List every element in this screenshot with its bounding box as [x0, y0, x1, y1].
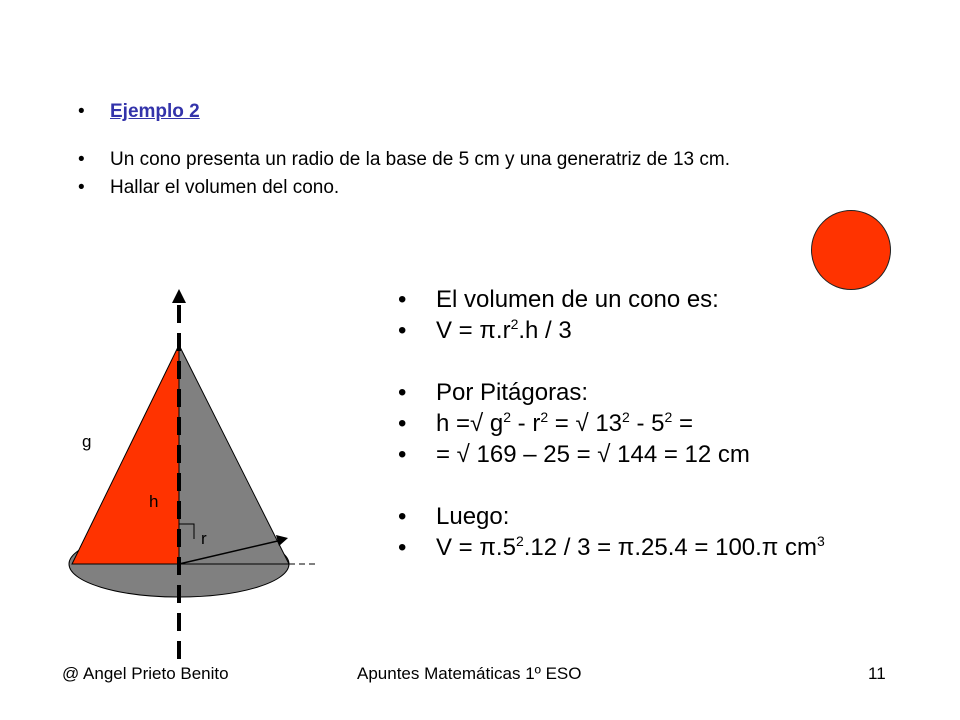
- solution-line-2: • $V = \pi.r^2.h / 3$: [398, 316, 572, 344]
- bullet: •: [398, 286, 407, 313]
- solution-line-5: • = √ 169 – 25 = √ 144 = 12 cm: [398, 441, 750, 468]
- solution-line-6: • Luego:: [398, 503, 510, 530]
- example-title-row: [78, 96, 730, 128]
- label-h: h: [149, 492, 159, 511]
- height-axis-arrowhead: [172, 289, 186, 303]
- red-circle: [811, 210, 891, 290]
- footer-author: @ Angel Prieto Benito: [62, 664, 229, 683]
- bullet: •: [78, 101, 85, 122]
- bullet: •: [398, 379, 407, 406]
- problem-line-2: • Hallar el volumen del cono.: [78, 172, 730, 204]
- cone-diagram: [60, 285, 330, 660]
- footer-page-number: 11: [868, 664, 886, 683]
- problem-statement: [78, 96, 730, 204]
- bullet: •: [398, 317, 407, 344]
- cone-red-triangle: [72, 345, 179, 564]
- bullet: •: [78, 149, 85, 170]
- solution-list: [398, 284, 825, 563]
- solution-line-1: • El volumen de un cono es:: [398, 286, 719, 313]
- footer-course: Apuntes Matemáticas 1º ESO: [357, 664, 582, 683]
- example-title[interactable]: Ejemplo 2: [110, 101, 200, 122]
- bullet: •: [398, 534, 407, 561]
- solution-line-3: • Por Pitágoras:: [398, 379, 589, 406]
- problem-line-1: • Un cono presenta un radio de la base de 5 cm y una generatriz de 13 cm.: [78, 144, 730, 176]
- bullet: •: [398, 503, 407, 530]
- solution-line-7: • $V = \pi.5^2.12 / 3 = \pi.25.4 = 100.\pi$ $cm^3$: [398, 533, 825, 561]
- label-g: g: [82, 432, 92, 451]
- bullet: •: [398, 441, 407, 468]
- solution-line-4: • h =√ $g^2 - r^2$ = √ $13^2 - 5^2$ =: [398, 409, 693, 437]
- bullet: •: [398, 410, 407, 437]
- cone-gray-face: [179, 345, 289, 564]
- bullet: •: [78, 177, 85, 198]
- label-r: r: [201, 529, 207, 548]
